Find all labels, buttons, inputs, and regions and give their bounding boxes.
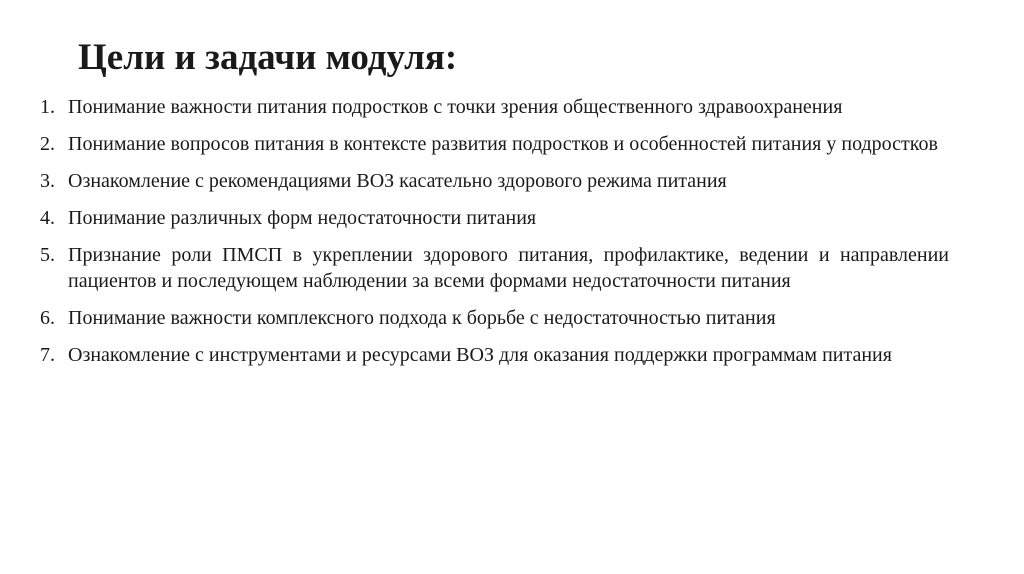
list-item-text: Понимание различных форм недостаточности питания: [68, 207, 537, 229]
list-item-text: Ознакомление с рекомендациями ВОЗ касательно здорового режима питания: [68, 170, 727, 192]
list-item: [40, 131, 949, 157]
list-item: [40, 205, 949, 231]
slide-title: Цели и задачи модуля:: [78, 37, 458, 78]
list-item-number: 3.: [40, 170, 55, 192]
objectives-list: [40, 94, 949, 379]
list-item: [40, 342, 949, 368]
list-item-number: 6.: [40, 307, 55, 329]
list-item-number: 7.: [40, 344, 55, 366]
list-item: [40, 168, 949, 194]
list-item: [40, 94, 949, 120]
list-item-number: 2.: [40, 133, 55, 155]
list-item: [40, 305, 949, 331]
list-item-text: Понимание важности питания подростков с точки зрения общественного здравоохранения: [68, 96, 843, 118]
list-item-text: Понимание важности комплексного подхода к борьбе с недостаточностью питания: [68, 307, 776, 329]
list-item-number: 5.: [40, 244, 55, 266]
list-item-text: Понимание вопросов питания в контексте развития подростков и особенностей питания у подростков: [68, 133, 938, 155]
list-item-number: 1.: [40, 96, 55, 118]
list-item-text: Ознакомление с инструментами и ресурсами ВОЗ для оказания поддержки программам питания: [68, 344, 892, 366]
list-item: [40, 242, 949, 294]
list-item-text: Признание роли ПМСП в укреплении здорового питания, профилактике, ведении и направлении пациентов и последующем наблюдении за всеми формами недостаточности питания: [68, 244, 949, 292]
list-item-number: 4.: [40, 207, 55, 229]
